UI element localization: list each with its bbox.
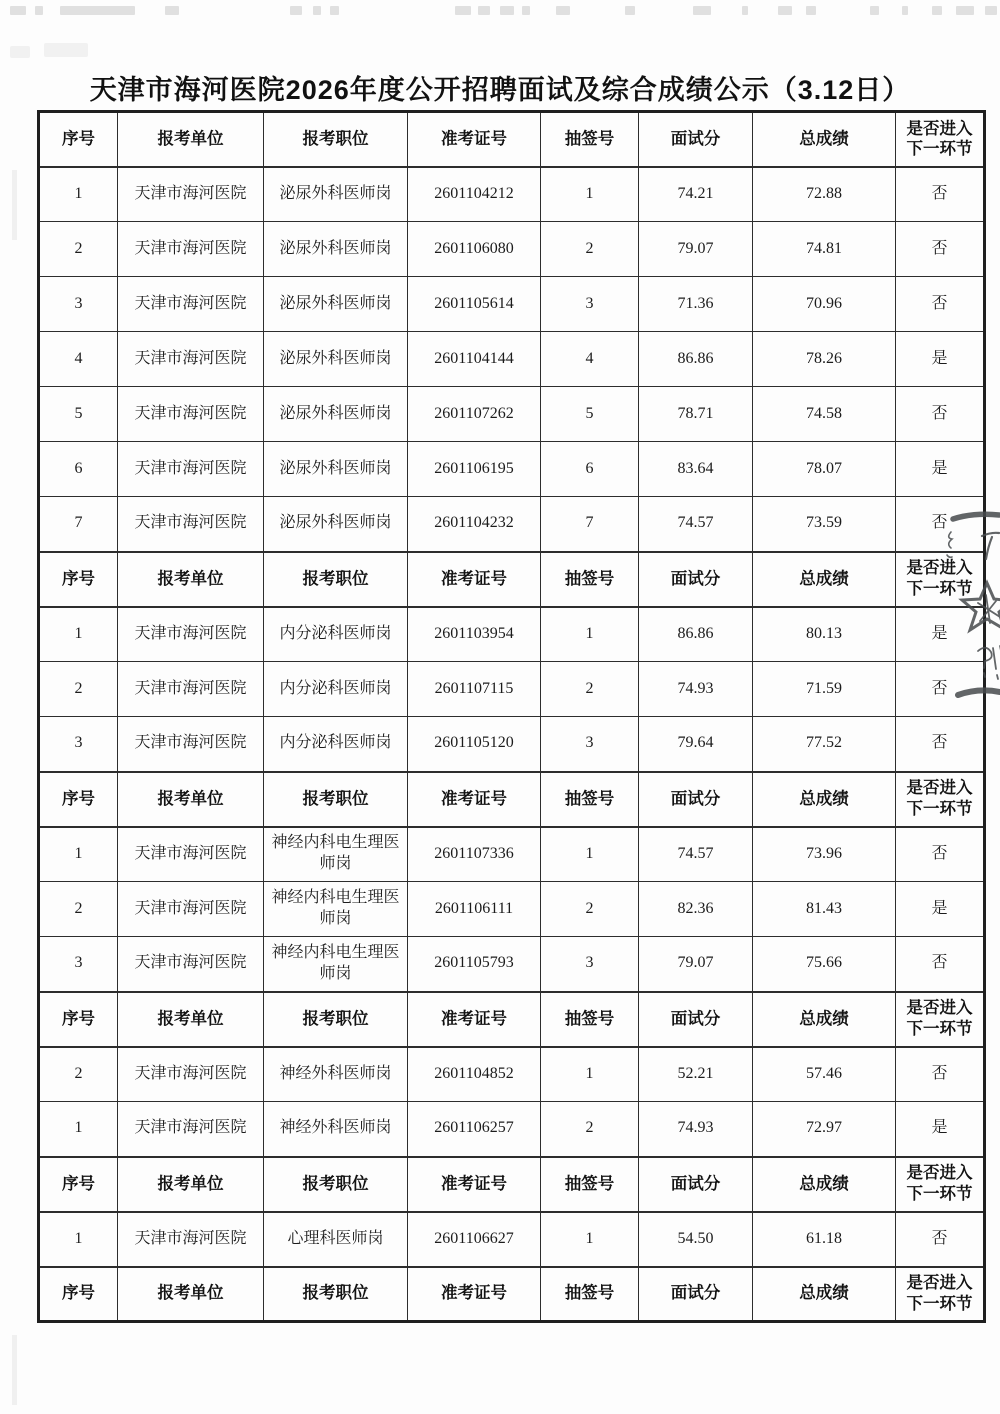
table-cell: 71.36	[639, 277, 753, 332]
scan-dash	[10, 6, 26, 15]
column-header: 面试分	[639, 992, 753, 1047]
column-header: 面试分	[639, 1157, 753, 1212]
table-cell: 1	[39, 607, 118, 662]
table-cell: 否	[896, 277, 985, 332]
table-cell: 3	[39, 937, 118, 992]
table-row	[39, 937, 985, 992]
column-header: 面试分	[639, 772, 753, 827]
table-cell: 2	[541, 882, 639, 937]
scan-dash	[330, 6, 339, 15]
table-cell: 71.59	[753, 662, 896, 717]
table-row	[39, 827, 985, 882]
table-cell: 神经内科电生理医师岗	[264, 937, 408, 992]
scan-dash	[556, 6, 570, 15]
table-cell: 1	[39, 1212, 118, 1267]
table-cell: 57.46	[753, 1047, 896, 1102]
table-cell: 天津市海河医院	[118, 1047, 264, 1102]
table-cell: 天津市海河医院	[118, 277, 264, 332]
table-row	[39, 1212, 985, 1267]
table-cell: 72.97	[753, 1102, 896, 1157]
table-cell: 79.64	[639, 717, 753, 772]
table-cell: 天津市海河医院	[118, 332, 264, 387]
column-header: 是否进入下一环节	[896, 552, 985, 607]
column-header: 报考职位	[264, 552, 408, 607]
scan-dash	[455, 6, 471, 15]
table-row	[39, 442, 985, 497]
table-row	[39, 387, 985, 442]
table-row	[39, 1047, 985, 1102]
table-cell: 7	[39, 497, 118, 552]
table-row	[39, 332, 985, 387]
table-cell: 3	[39, 277, 118, 332]
table-cell: 2601104852	[408, 1047, 541, 1102]
table-cell: 74.81	[753, 222, 896, 277]
results-table	[37, 110, 986, 1323]
table-cell: 神经外科医师岗	[264, 1102, 408, 1157]
column-header-row	[39, 552, 985, 607]
column-header: 抽签号	[541, 1157, 639, 1212]
column-header: 总成绩	[753, 772, 896, 827]
table-cell: 否	[896, 497, 985, 552]
table-cell: 天津市海河医院	[118, 1212, 264, 1267]
column-header: 总成绩	[753, 1267, 896, 1322]
table-cell: 天津市海河医院	[118, 882, 264, 937]
table-cell: 2601107262	[408, 387, 541, 442]
table-cell: 神经内科电生理医师岗	[264, 827, 408, 882]
table-row	[39, 222, 985, 277]
column-header: 是否进入下一环节	[896, 992, 985, 1047]
table-cell: 1	[39, 167, 118, 222]
table-cell: 内分泌科医师岗	[264, 662, 408, 717]
table-cell: 74.57	[639, 497, 753, 552]
table-cell: 78.07	[753, 442, 896, 497]
table-cell: 否	[896, 662, 985, 717]
table-cell: 2601104232	[408, 497, 541, 552]
table-cell: 77.52	[753, 717, 896, 772]
table-cell: 2	[541, 662, 639, 717]
table-row	[39, 662, 985, 717]
table-cell: 天津市海河医院	[118, 442, 264, 497]
table-cell: 52.21	[639, 1047, 753, 1102]
column-header: 报考单位	[118, 1267, 264, 1322]
scan-dash	[478, 6, 490, 15]
table-cell: 54.50	[639, 1212, 753, 1267]
table-cell: 4	[39, 332, 118, 387]
table-cell: 天津市海河医院	[118, 387, 264, 442]
table-cell: 2	[541, 222, 639, 277]
table-cell: 78.71	[639, 387, 753, 442]
scan-dash	[60, 6, 135, 15]
scan-dash	[806, 6, 816, 15]
scan-smudge	[10, 46, 30, 58]
table-cell: 75.66	[753, 937, 896, 992]
column-header: 总成绩	[753, 112, 896, 167]
column-header: 准考证号	[408, 552, 541, 607]
table-cell: 82.36	[639, 882, 753, 937]
table-cell: 2601106111	[408, 882, 541, 937]
table-cell: 否	[896, 717, 985, 772]
table-cell: 内分泌科医师岗	[264, 607, 408, 662]
table-cell: 86.86	[639, 332, 753, 387]
column-header: 准考证号	[408, 992, 541, 1047]
column-header: 报考职位	[264, 112, 408, 167]
column-header: 报考单位	[118, 552, 264, 607]
table-cell: 2601106195	[408, 442, 541, 497]
table-cell: 72.88	[753, 167, 896, 222]
results-table-body	[39, 112, 985, 1322]
scan-dash	[902, 6, 908, 15]
column-header: 抽签号	[541, 992, 639, 1047]
table-row	[39, 497, 985, 552]
column-header: 总成绩	[753, 992, 896, 1047]
table-cell: 80.13	[753, 607, 896, 662]
table-cell: 2	[39, 1047, 118, 1102]
table-cell: 神经外科医师岗	[264, 1047, 408, 1102]
table-cell: 否	[896, 1212, 985, 1267]
table-cell: 泌尿外科医师岗	[264, 497, 408, 552]
column-header: 报考单位	[118, 772, 264, 827]
scan-dash	[956, 6, 974, 15]
table-cell: 天津市海河医院	[118, 662, 264, 717]
table-cell: 1	[541, 167, 639, 222]
table-cell: 1	[39, 1102, 118, 1157]
table-cell: 是	[896, 442, 985, 497]
column-header: 报考单位	[118, 992, 264, 1047]
table-row	[39, 277, 985, 332]
table-cell: 2	[39, 882, 118, 937]
scan-dash	[625, 6, 635, 15]
table-cell: 74.93	[639, 662, 753, 717]
table-cell: 70.96	[753, 277, 896, 332]
table-cell: 79.07	[639, 937, 753, 992]
table-cell: 2	[541, 1102, 639, 1157]
table-cell: 2601107115	[408, 662, 541, 717]
table-cell: 2601104212	[408, 167, 541, 222]
table-cell: 61.18	[753, 1212, 896, 1267]
table-cell: 79.07	[639, 222, 753, 277]
table-cell: 83.64	[639, 442, 753, 497]
table-cell: 5	[39, 387, 118, 442]
table-cell: 74.21	[639, 167, 753, 222]
table-cell: 1	[541, 1212, 639, 1267]
column-header: 抽签号	[541, 1267, 639, 1322]
column-header: 面试分	[639, 1267, 753, 1322]
column-header: 是否进入下一环节	[896, 1157, 985, 1212]
column-header: 序号	[39, 1157, 118, 1212]
column-header: 序号	[39, 1267, 118, 1322]
column-header: 准考证号	[408, 1267, 541, 1322]
column-header: 是否进入下一环节	[896, 112, 985, 167]
scan-streak	[12, 170, 17, 240]
scan-dash	[693, 6, 711, 15]
column-header: 总成绩	[753, 552, 896, 607]
table-cell: 心理科医师岗	[264, 1212, 408, 1267]
table-cell: 天津市海河医院	[118, 937, 264, 992]
table-cell: 7	[541, 497, 639, 552]
table-cell: 否	[896, 167, 985, 222]
column-header: 报考职位	[264, 1157, 408, 1212]
page-title: 天津市海河医院2026年度公开招聘面试及综合成绩公示（3.12日）	[89, 75, 911, 105]
scan-dash	[313, 6, 321, 15]
table-cell: 泌尿外科医师岗	[264, 387, 408, 442]
table-cell: 天津市海河医院	[118, 717, 264, 772]
scan-dash	[985, 6, 997, 15]
table-cell: 74.57	[639, 827, 753, 882]
table-row	[39, 882, 985, 937]
column-header: 抽签号	[541, 112, 639, 167]
scan-dash	[165, 6, 179, 15]
table-cell: 是	[896, 1102, 985, 1157]
scan-dash	[290, 6, 302, 15]
table-cell: 2	[39, 222, 118, 277]
column-header: 抽签号	[541, 772, 639, 827]
column-header: 准考证号	[408, 1157, 541, 1212]
table-row	[39, 167, 985, 222]
scan-streak	[12, 1335, 17, 1405]
table-cell: 2	[39, 662, 118, 717]
column-header: 序号	[39, 992, 118, 1047]
column-header: 序号	[39, 772, 118, 827]
table-cell: 天津市海河医院	[118, 167, 264, 222]
column-header: 报考职位	[264, 992, 408, 1047]
scan-dash	[870, 6, 879, 15]
table-cell: 天津市海河医院	[118, 222, 264, 277]
table-row	[39, 1102, 985, 1157]
table-cell: 天津市海河医院	[118, 827, 264, 882]
table-cell: 2601106257	[408, 1102, 541, 1157]
table-cell: 泌尿外科医师岗	[264, 442, 408, 497]
column-header-row	[39, 1157, 985, 1212]
table-cell: 1	[541, 827, 639, 882]
table-cell: 是	[896, 882, 985, 937]
table-cell: 3	[39, 717, 118, 772]
table-cell: 天津市海河医院	[118, 1102, 264, 1157]
table-row	[39, 607, 985, 662]
table-cell: 4	[541, 332, 639, 387]
column-header: 总成绩	[753, 1157, 896, 1212]
table-cell: 否	[896, 827, 985, 882]
table-cell: 否	[896, 222, 985, 277]
table-cell: 否	[896, 1047, 985, 1102]
column-header: 面试分	[639, 112, 753, 167]
column-header: 抽签号	[541, 552, 639, 607]
table-cell: 天津市海河医院	[118, 607, 264, 662]
table-cell: 3	[541, 717, 639, 772]
scan-dash	[522, 6, 530, 15]
table-cell: 2601107336	[408, 827, 541, 882]
table-cell: 78.26	[753, 332, 896, 387]
table-cell: 6	[39, 442, 118, 497]
scan-dash	[932, 6, 942, 15]
table-cell: 86.86	[639, 607, 753, 662]
column-header: 面试分	[639, 552, 753, 607]
table-cell: 73.96	[753, 827, 896, 882]
table-cell: 73.59	[753, 497, 896, 552]
column-header-row	[39, 992, 985, 1047]
table-cell: 1	[39, 827, 118, 882]
scan-dash	[742, 6, 748, 15]
column-header: 准考证号	[408, 772, 541, 827]
column-header: 报考单位	[118, 1157, 264, 1212]
column-header: 是否进入下一环节	[896, 1267, 985, 1322]
table-cell: 泌尿外科医师岗	[264, 332, 408, 387]
table-cell: 泌尿外科医师岗	[264, 277, 408, 332]
table-cell: 2601106080	[408, 222, 541, 277]
scan-dash	[500, 6, 514, 15]
table-cell: 2601105793	[408, 937, 541, 992]
column-header: 序号	[39, 112, 118, 167]
table-cell: 神经内科电生理医师岗	[264, 882, 408, 937]
scan-dash	[778, 6, 792, 15]
scan-smudge	[44, 43, 88, 57]
column-header: 准考证号	[408, 112, 541, 167]
column-header: 报考职位	[264, 772, 408, 827]
table-cell: 2601105120	[408, 717, 541, 772]
column-header: 序号	[39, 552, 118, 607]
table-cell: 6	[541, 442, 639, 497]
column-header: 报考单位	[118, 112, 264, 167]
table-cell: 74.93	[639, 1102, 753, 1157]
table-cell: 81.43	[753, 882, 896, 937]
scan-dash	[35, 6, 43, 15]
table-cell: 2601104144	[408, 332, 541, 387]
table-cell: 泌尿外科医师岗	[264, 222, 408, 277]
column-header: 是否进入下一环节	[896, 772, 985, 827]
table-cell: 是	[896, 607, 985, 662]
table-cell: 2601106627	[408, 1212, 541, 1267]
table-row	[39, 717, 985, 772]
table-cell: 泌尿外科医师岗	[264, 167, 408, 222]
table-cell: 否	[896, 387, 985, 442]
table-cell: 3	[541, 937, 639, 992]
column-header-row	[39, 772, 985, 827]
table-cell: 1	[541, 1047, 639, 1102]
table-cell: 2601103954	[408, 607, 541, 662]
column-header: 报考职位	[264, 1267, 408, 1322]
table-cell: 2601105614	[408, 277, 541, 332]
column-header-row	[39, 1267, 985, 1322]
table-cell: 74.58	[753, 387, 896, 442]
table-cell: 是	[896, 332, 985, 387]
table-cell: 3	[541, 277, 639, 332]
table-cell: 内分泌科医师岗	[264, 717, 408, 772]
table-cell: 天津市海河医院	[118, 497, 264, 552]
table-cell: 否	[896, 937, 985, 992]
table-cell: 1	[541, 607, 639, 662]
column-header-row	[39, 112, 985, 167]
table-cell: 5	[541, 387, 639, 442]
